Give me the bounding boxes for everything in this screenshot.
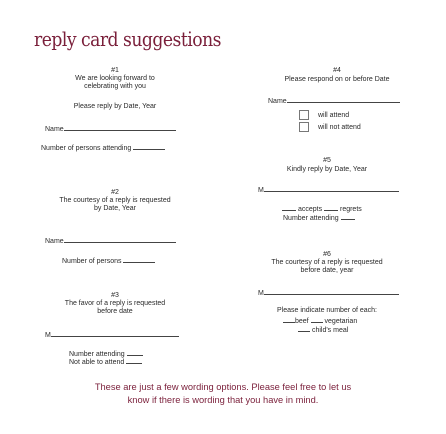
name-blank-line	[287, 96, 400, 103]
card-number: #2	[111, 189, 119, 196]
will-not-attend-checkbox[interactable]	[299, 122, 309, 132]
will-attend-checkbox[interactable]	[299, 110, 309, 120]
name-blank-line	[64, 124, 176, 131]
attending-blank-line	[127, 349, 143, 356]
attending-field[interactable]	[283, 213, 355, 223]
persons-label: Number of persons attending	[41, 145, 132, 152]
persons-field[interactable]	[62, 256, 155, 266]
persons-blank-line	[133, 143, 165, 150]
name-field[interactable]	[268, 96, 400, 106]
name-label: Name	[268, 98, 287, 105]
childs-meal-label: child's meal	[311, 327, 349, 334]
card-text-line: before date, year	[300, 267, 354, 274]
name-label: Name	[45, 238, 64, 245]
m-blank-line	[51, 330, 179, 337]
page-title: reply card suggestions	[34, 27, 221, 51]
card-number: #3	[111, 292, 119, 299]
m-blank-line	[264, 288, 399, 295]
regrets-label: regrets	[339, 206, 362, 213]
footer-note	[0, 381, 446, 406]
card-number: #5	[323, 157, 331, 164]
m-field[interactable]	[258, 185, 399, 195]
card-text-line: by Date, Year	[93, 205, 137, 212]
name-field[interactable]	[45, 124, 176, 134]
name-field[interactable]	[45, 236, 176, 246]
card-text-line: Kindly reply by Date, Year	[286, 166, 368, 173]
childs-meal-blank-line	[298, 325, 310, 332]
m-label: M	[45, 332, 51, 339]
m-field[interactable]	[45, 330, 179, 340]
persons-blank-line	[123, 256, 155, 263]
m-blank-line	[264, 185, 399, 192]
childs-meal-row[interactable]	[298, 325, 348, 335]
name-label: Name	[45, 126, 64, 133]
attending-label: Number attending	[283, 215, 339, 222]
persons-label: Number of persons	[62, 258, 122, 265]
beef-label: beef	[295, 318, 309, 325]
card-number: #1	[111, 67, 119, 74]
not-able-field[interactable]	[69, 357, 142, 367]
accepts-label: accepts	[297, 206, 323, 213]
name-blank-line	[64, 236, 176, 243]
card-number: #6	[323, 251, 331, 258]
footer-line: These are just a few wording options. Please feel free to let us	[94, 382, 352, 392]
vegetarian-blank-line	[311, 316, 323, 323]
will-attend-label: will attend	[318, 112, 350, 119]
m-label: M	[258, 290, 264, 297]
m-label: M	[258, 187, 264, 194]
card-text-line: We are looking forward to	[75, 75, 155, 82]
card-number: #4	[333, 67, 341, 74]
indicate-text: Please indicate number of each:	[276, 307, 377, 314]
card-text-line: The courtesy of a reply is requested	[271, 259, 383, 266]
accepts-blank-line	[282, 204, 296, 211]
attending-blank-line	[341, 213, 355, 220]
card-text-line: The favor of a reply is requested	[64, 300, 166, 307]
attending-label: Number attending	[69, 351, 125, 358]
card-text-line: celebrating with you	[84, 83, 146, 90]
will-not-attend-label: will not attend	[318, 124, 361, 131]
persons-field[interactable]	[41, 143, 165, 153]
reply-by-text: Please reply by Date, Year	[73, 103, 157, 110]
not-able-blank-line	[126, 357, 142, 364]
footer-line: know if there is wording that you have in mind.	[127, 394, 319, 405]
card-text-line: Please respond on or before Date	[284, 76, 390, 83]
vegetarian-label: vegetarian	[324, 318, 358, 325]
card-text-line: before date	[97, 308, 133, 315]
regrets-blank-line	[324, 204, 338, 211]
beef-blank-line	[283, 316, 295, 323]
not-able-label: Not able to attend	[69, 359, 125, 366]
m-field[interactable]	[258, 288, 399, 298]
card-text-line: The courtesy of a reply is requested	[59, 197, 171, 204]
